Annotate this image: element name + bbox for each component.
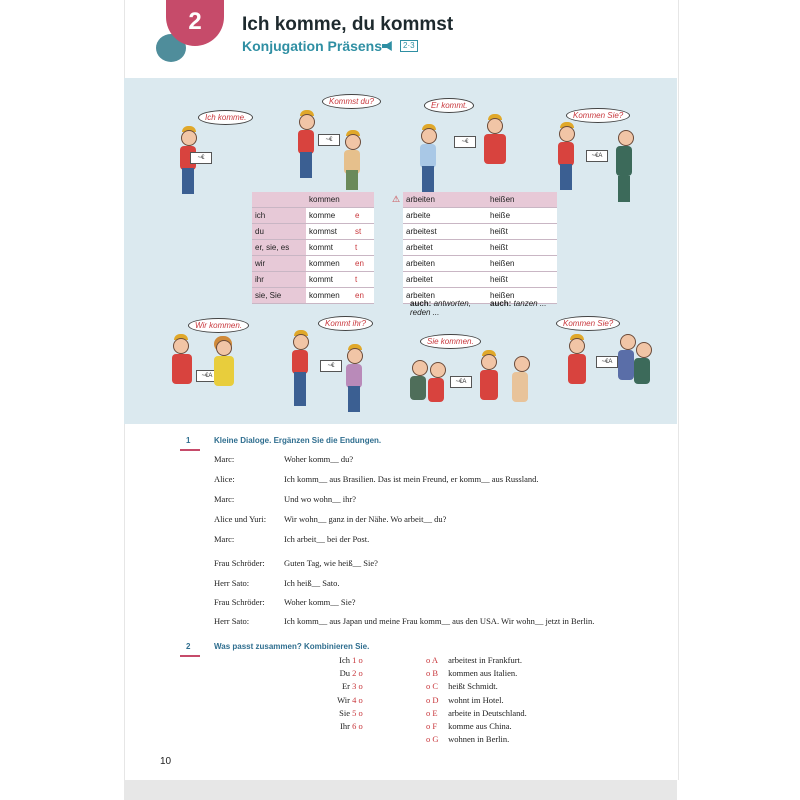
warning-icon: ⚠ — [392, 194, 401, 204]
dialog-speaker: Marc: — [214, 494, 235, 504]
note-card: ~€ — [454, 136, 476, 148]
bottom-strip — [124, 780, 677, 800]
dialog-line: Woher komm__ Sie? — [284, 597, 356, 607]
note-card: ~€ — [320, 360, 342, 372]
table-row: ich komme e — [252, 208, 374, 224]
person-illustration — [566, 334, 652, 390]
conjugation-table-kommen — [252, 192, 374, 304]
match-right-item: o G wohnen in Berlin. — [426, 734, 510, 745]
dialog-line: Ich komm__ aus Japan und meine Frau komm__ aus den USA. Wir wohn__ jetzt in Berlin. — [284, 616, 595, 626]
audio-track-label: 2·3 — [400, 40, 418, 52]
speech-bubble: Ich komme. — [198, 110, 253, 125]
table-row: arbeite heiße — [403, 208, 557, 224]
speaker-icon — [382, 41, 396, 51]
exercise-underline — [180, 449, 200, 451]
note-card: ~€ — [190, 152, 212, 164]
exercise-title: Kleine Dialoge. Ergänzen Sie die Endungen. — [214, 436, 382, 445]
table-row: er, sie, es kommt t — [252, 240, 374, 256]
match-left-item: Wir 4 o — [337, 694, 363, 705]
match-right-item: o F komme aus China. — [426, 721, 512, 732]
dialog-speaker: Alice und Yuri: — [214, 514, 267, 524]
note-card: ~€A — [450, 376, 472, 388]
table-row: arbeiten heißen — [403, 256, 557, 272]
also-note: auch: antworten, reden ... — [410, 299, 471, 317]
dialog-speaker: Frau Schröder: — [214, 597, 265, 607]
note-card: ~€A — [596, 356, 618, 368]
exercise-underline — [180, 655, 200, 657]
speech-bubble: Sie kommen. — [420, 334, 481, 349]
match-right-item: o E arbeite in Deutschland. — [426, 707, 527, 718]
person-illustration — [294, 110, 374, 192]
speech-bubble: Kommen Sie? — [566, 108, 630, 123]
person-illustration — [556, 122, 644, 206]
match-left-column — [320, 654, 380, 733]
note-card: ~€A — [586, 150, 608, 162]
dialog-speaker: Herr Sato: — [214, 616, 250, 626]
dialog-speaker: Herr Sato: — [214, 578, 250, 588]
table-row: arbeitet heißt — [403, 240, 557, 256]
speech-bubble: Er kommt. — [424, 98, 474, 113]
exercise-number: 2 — [186, 642, 191, 651]
dialog-line: Ich arbeit__ bei der Post. — [284, 534, 370, 544]
page-number: 10 — [160, 756, 172, 767]
person-illustration — [170, 334, 240, 400]
match-right-item: o B kommen aus Italien. — [426, 668, 518, 679]
exercise-title: Was passt zusammen? Kombinieren Sie. — [214, 642, 370, 651]
exercise-number: 1 — [186, 436, 191, 445]
dialog-line: Ich heiß__ Sato. — [284, 578, 340, 588]
table-row: arbeiten heißen — [403, 288, 557, 304]
chapter-badge: 2 — [166, 0, 224, 46]
conjugation-table-special — [403, 192, 557, 304]
speech-bubble: Kommst du? — [322, 94, 381, 109]
page-subtitle: Konjugation Präsens — [242, 38, 383, 54]
note-card: ~€ — [318, 134, 340, 146]
table-row: ihr kommt t — [252, 272, 374, 288]
match-left-item: Du 2 o — [339, 668, 363, 679]
match-right-item: o D wohnt im Hotel. — [426, 694, 504, 705]
table-row: du kommst st — [252, 224, 374, 240]
dialog-speaker: Marc: — [214, 534, 235, 544]
table-row: arbeitet heißt — [403, 272, 557, 288]
speech-bubble: Kommt ihr? — [318, 316, 373, 331]
column-header: arbeiten — [403, 192, 487, 208]
table-row: sie, Sie kommen en — [252, 288, 374, 304]
speech-bubble: Kommen Sie? — [556, 316, 620, 331]
match-left-item: Ihr 6 o — [340, 721, 363, 732]
dialog-speaker: Marc: — [214, 454, 235, 464]
audio-indicator — [382, 40, 418, 52]
table-row: arbeitest heißt — [403, 224, 557, 240]
dialog-line: Wir wohn__ ganz in der Nähe. Wo arbeit__ du? — [284, 514, 447, 524]
person-illustration — [172, 126, 212, 196]
dialog-line: Woher komm__ du? — [284, 454, 354, 464]
page-title: Ich komme, du kommst — [242, 14, 454, 35]
match-left-item: Sie 5 o — [339, 707, 363, 718]
column-header: heißen — [487, 192, 557, 208]
match-right-item: o C heißt Schmidt. — [426, 681, 498, 692]
note-card: ~€A — [196, 370, 218, 382]
column-header: kommen — [306, 192, 374, 208]
dialog-line: Und wo wohn__ ihr? — [284, 494, 357, 504]
dialog-speaker: Alice: — [214, 474, 235, 484]
match-left-item: Er 3 o — [341, 681, 363, 692]
match-left-item: Ich 1 o — [339, 655, 363, 665]
dialog-line: Guten Tag, wie heiß__ Sie? — [284, 558, 378, 568]
person-illustration — [288, 330, 378, 414]
dialog-speaker: Frau Schröder: — [214, 558, 265, 568]
speech-bubble: Wir kommen. — [188, 318, 249, 333]
dialog-line: Ich komm__ aus Brasilien. Das ist mein Freund, er komm__ aus Russland. — [284, 474, 539, 484]
match-right-item: o A arbeitest in Frankfurt. — [426, 655, 523, 665]
also-note: auch: tanzen ... — [490, 299, 547, 308]
person-illustration — [416, 114, 516, 196]
table-row: wir kommen en — [252, 256, 374, 272]
match-right-column — [426, 654, 527, 746]
person-illustration — [410, 350, 534, 406]
